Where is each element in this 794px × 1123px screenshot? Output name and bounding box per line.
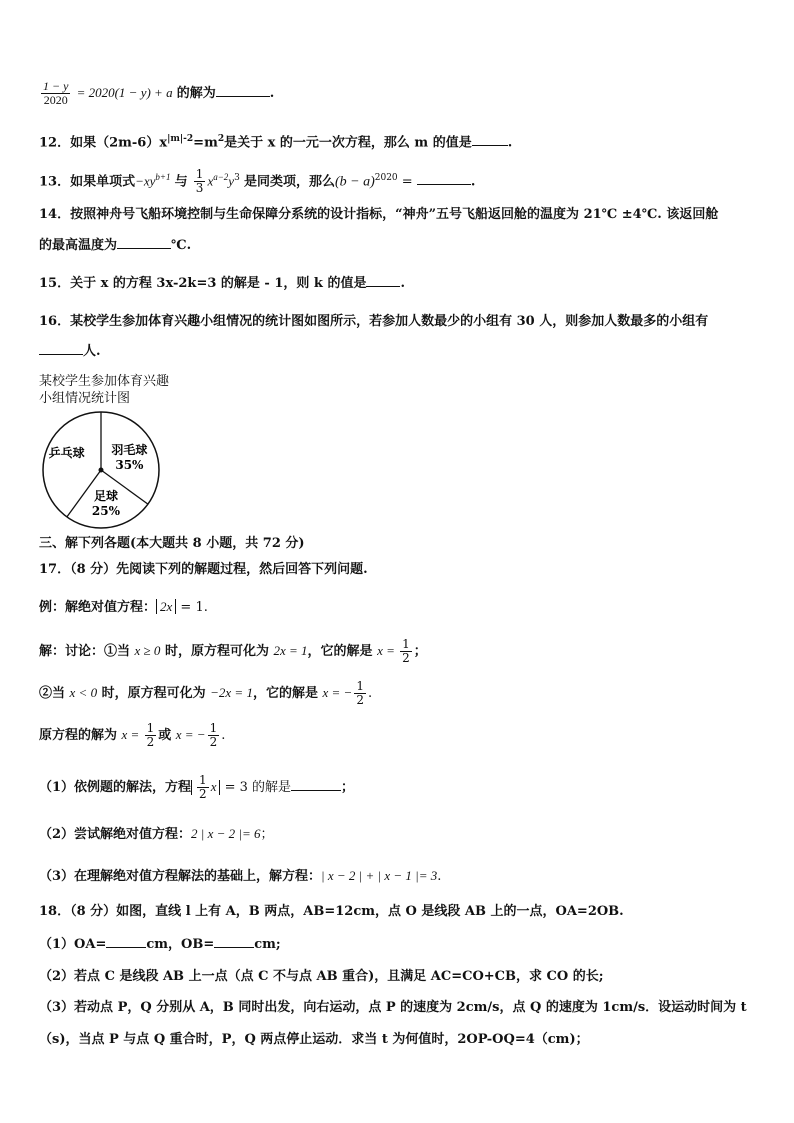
q18-part-2: （2）若点 C 是线段 AB 上一点（点 C 不与点 AB 重合)，且满足 AC=CO+CB，求 CO 的长; — [39, 969, 604, 984]
fraction-one-third: $\frac{1}{3}$ — [195, 167, 204, 196]
question-16-line-2: 人. — [39, 343, 101, 361]
answer-blank[interactable] — [117, 248, 171, 249]
answer-blank[interactable] — [214, 947, 254, 948]
chart-title — [39, 373, 169, 407]
answer-blank[interactable] — [216, 96, 270, 97]
pie-slice-label: 乒乓球 — [48, 445, 85, 460]
chart-title-line-1: 某校学生参加体育兴趣 — [39, 374, 170, 389]
q11-fraction: $\frac{1 - y}{2020}$ — [43, 79, 69, 107]
q17-part-1: （1）依例题的解法，方程 $\frac{1}{2}$ x = 3 的解是 ； — [39, 773, 355, 801]
q18-part-3-line-1: （3）若动点 P，Q 分别从 A，B 同时出发，向右运动，点 P 的速度为 2cm/s，点 Q 的速度为 1cm/s．设运动时间为 t — [39, 1000, 747, 1015]
pie-center-dot — [99, 468, 104, 473]
question-17-header: 17．（8 分）先阅读下列的解题过程，然后回答下列问题. — [39, 562, 368, 577]
chart-title-line-2: 小组情况统计图 — [39, 391, 131, 406]
answer-blank[interactable] — [291, 790, 341, 791]
answer-blank[interactable] — [472, 145, 508, 146]
question-14-line-1: 14．按照神舟号飞船环境控制与生命保障分系统的设计指标，“神舟”五号飞船返回舱的温度为 21℃ ±4℃. 该返回舱 — [39, 207, 719, 222]
question-15: 15．关于 x 的方程 3x-2k=3 的解是 - 1，则 k 的值是 . — [39, 276, 405, 291]
pie-slice-label: 足球 — [93, 488, 118, 503]
q11-tail: $\frac{1 - y}{2020}$ = 2020(1 − y) + a 的解为 . — [43, 79, 275, 107]
question-14-line-2: 的最高温度为 ℃. — [39, 238, 192, 253]
pie-chart — [36, 405, 166, 535]
pie-slice-value-label: 25% — [91, 503, 121, 518]
answer-blank[interactable] — [366, 286, 400, 287]
answer-blank[interactable] — [106, 947, 146, 948]
question-18-header: 18．（8 分）如图，直线 l 上有 A，B 两点，AB=12cm，点 O 是线段 AB 上的一点，OA=2OB. — [39, 904, 624, 919]
question-16-line-1: 16．某校学生参加体育兴趣小组情况的统计图如图所示，若参加人数最少的小组有 30 人，则参加人数最多的小组有 — [39, 314, 709, 329]
section-3-heading: 三、解下列各题(本大题共 8 小题，共 72 分) — [39, 536, 305, 551]
q17-answer: 原方程的解为 x = $\frac{1}{2}$ 或 x = − $\frac{1}{2}$ . — [39, 721, 226, 749]
question-13: 13．如果单项式$-xy^{b+1}$ 与 $\frac{1}{3}$ $x^{a-2}y^3$ 是同类项，那么$(b - a)^{2020}$ = . — [39, 167, 476, 196]
q17-part-2: （2）尝试解绝对值方程：2 | x − 2 |= 6； — [39, 826, 274, 842]
q17-example: 例：解绝对值方程： 2x = 1. — [39, 599, 208, 615]
q17-solution-case-1: 解：讨论：①当 x ≥ 0 时，原方程可化为 2x = 1，它的解是 x = $\frac{1}{2}$ ； — [39, 637, 427, 665]
q18-part-3-line-2: （s)，当点 P 与点 Q 重合时，P，Q 两点停止运动．求当 t 为何值时，2OP-OQ=4（cm)； — [39, 1032, 589, 1047]
q17-part-3: （3）在理解绝对值方程解法的基础上，解方程：| x − 2 | + | x − 1 |= 3. — [39, 868, 442, 884]
answer-blank[interactable] — [417, 184, 471, 185]
pie-slice-label: 羽毛球 — [111, 442, 148, 457]
q11-equation: = 2020(1 − y) + a — [76, 85, 173, 100]
q17-solution-case-2: ②当 x < 0 时，原方程可化为 −2x = 1，它的解是 x = − $\frac{1}{2}$ . — [39, 679, 373, 707]
q18-part-1: （1）OA= cm，OB= cm; — [39, 937, 281, 952]
pie-slice-value-label: 35% — [115, 457, 144, 472]
answer-blank[interactable] — [39, 354, 83, 355]
question-12: 12．如果$(2m-6)x^{|m|-2}=m^2$是关于 x 的一元一次方程，那么 m 的值是 . — [39, 134, 513, 151]
